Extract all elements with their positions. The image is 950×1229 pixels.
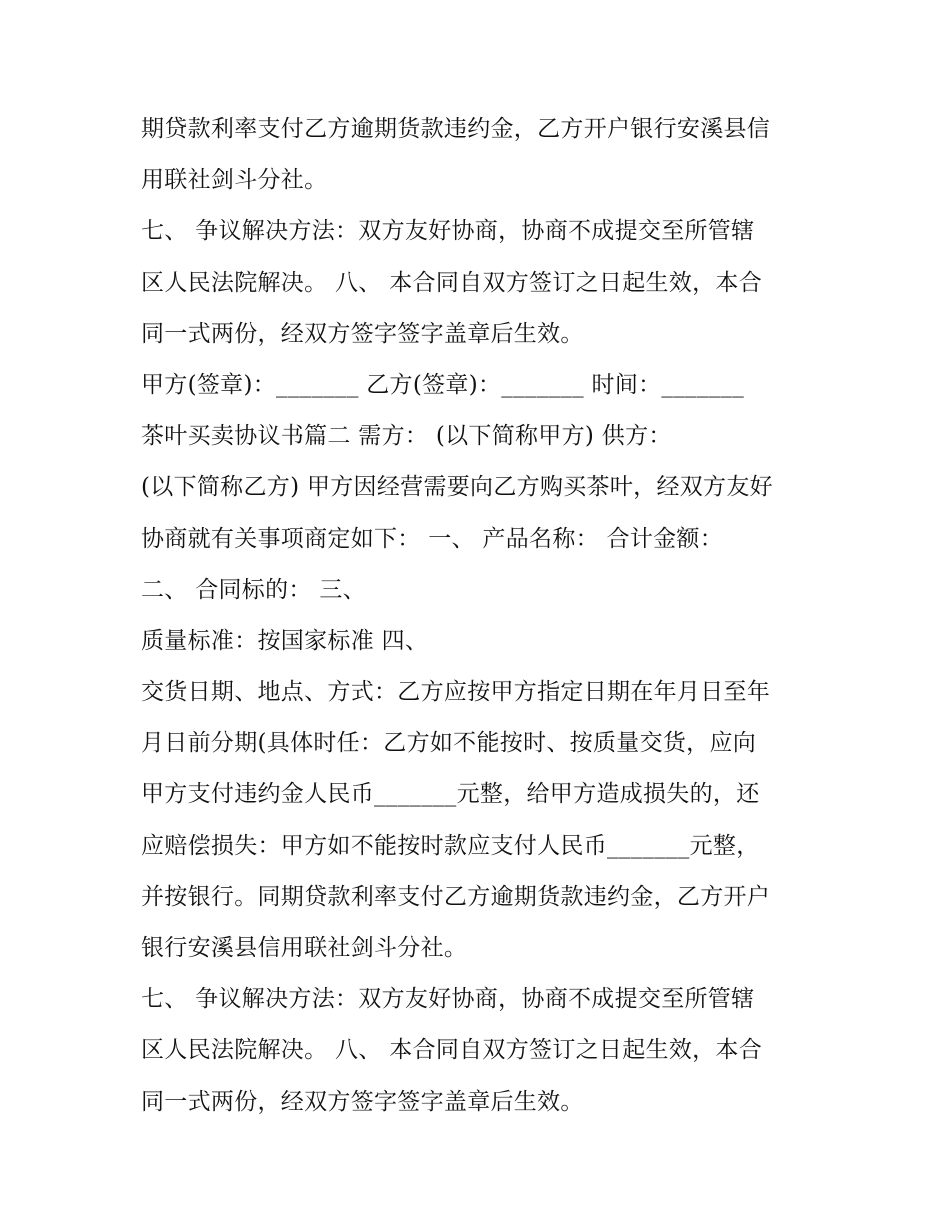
text-line: 用联社剑斗分社。 xyxy=(141,167,328,194)
text-line: 茶叶买卖协议书篇二 需方： (以下简称甲方) 供方： xyxy=(141,423,672,450)
text-line: 并按银行。同期贷款利率支付乙方逾期货款违约金，乙方开户 xyxy=(141,883,771,910)
signature-line: 甲方(签章)：_______ 乙方(签章)：_______ 时间：_______ xyxy=(141,371,745,398)
text-line: 同一式两份，经双方签字签字盖章后生效。 xyxy=(141,1088,584,1115)
text-line: 交货日期、地点、方式：乙方应按甲方指定日期在年月日至年 xyxy=(141,679,771,706)
text-line: 期贷款利率支付乙方逾期货款违约金，乙方开户银行安溪县信 xyxy=(141,116,771,142)
text-line: 七、 争议解决方法：双方友好协商，协商不成提交至所管辖 xyxy=(141,218,755,245)
text-line: 七、 争议解决方法：双方友好协商，协商不成提交至所管辖 xyxy=(141,986,755,1013)
text-line: 应赔偿损失：甲方如不能按时款应支付人民币_______元整， xyxy=(141,832,760,859)
text-line: 同一式两份，经双方签字签字盖章后生效。 xyxy=(141,320,584,347)
text-line: 区人民法院解决。 八、 本合同自双方签订之日起生效，本合 xyxy=(141,1037,763,1064)
text-line: 银行安溪县信用联社剑斗分社。 xyxy=(141,935,468,961)
text-line: 区人民法院解决。 八、 本合同自双方签订之日起生效，本合 xyxy=(141,269,763,296)
text-line: 甲方支付违约金人民币_______元整，给甲方造成损失的，还 xyxy=(141,781,760,808)
text-line: 月日前分期(具体时任：乙方如不能按时、按质量交货，应向 xyxy=(141,730,757,757)
text-line: 二、 合同标的： 三、 xyxy=(141,576,366,603)
text-line: 协商就有关事项商定如下： 一、 产品名称： 合计金额： xyxy=(141,525,724,552)
text-line: (以下简称乙方) 甲方因经营需要向乙方购买茶叶，经双方友好 xyxy=(141,474,773,501)
text-line: 质量标准：按国家标准 四、 xyxy=(141,627,429,654)
document-body xyxy=(141,104,821,1128)
